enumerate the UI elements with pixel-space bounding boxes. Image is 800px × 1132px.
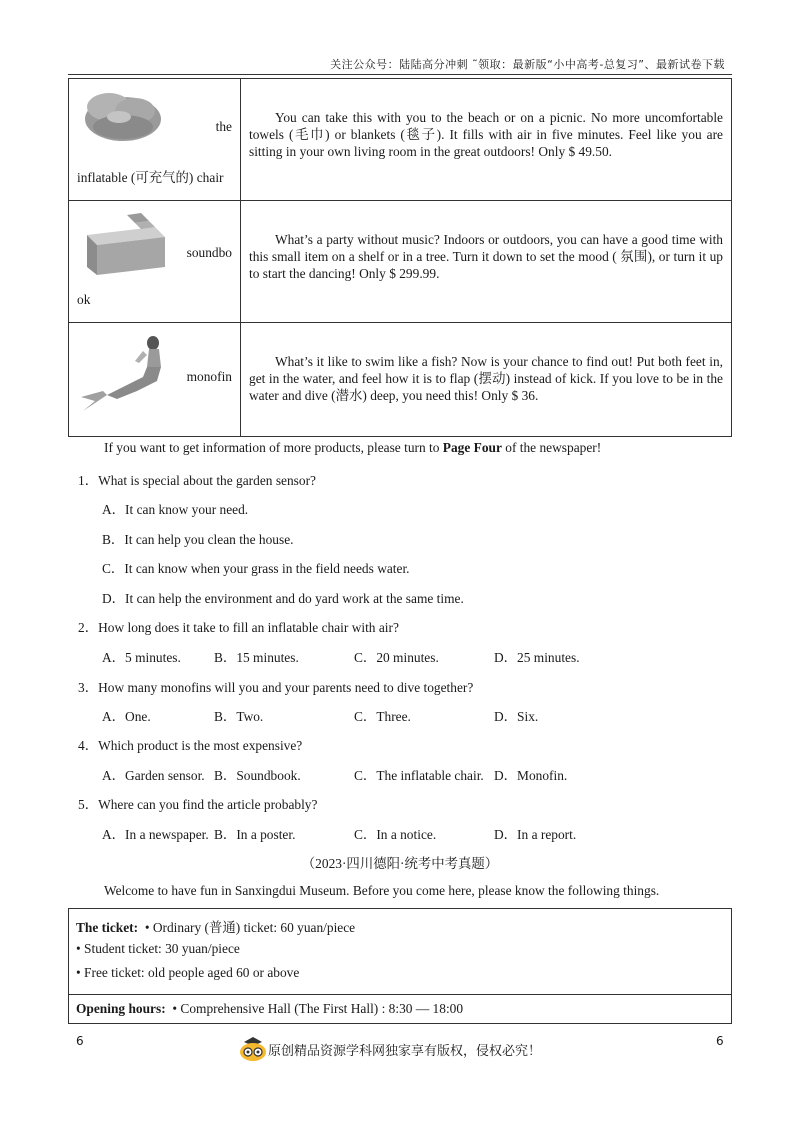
- products-table: [68, 78, 732, 437]
- page-number-right: 6: [716, 1034, 724, 1048]
- product-name-cont: ok: [77, 292, 91, 307]
- product-name: monofin: [186, 369, 232, 384]
- product-description-cell: [241, 79, 732, 201]
- inflatable-chair-image: [79, 87, 167, 145]
- product-name: the: [215, 119, 232, 134]
- product-image-cell: [69, 201, 241, 323]
- option-3a[interactable]: A．One.: [102, 709, 151, 724]
- note-text-end: of the newspaper!: [501, 440, 602, 455]
- question-1: 1．What is special about the garden sensor?: [78, 473, 316, 488]
- option-4a[interactable]: A．Garden sensor.: [102, 768, 205, 783]
- hall-hours: • Comprehensive Hall (The First Hall) : 8:30 — 18:00: [172, 1001, 464, 1016]
- option-4c[interactable]: C．The inflatable chair.: [354, 768, 484, 783]
- product-description: What’s it like to swim like a fish? Now is your chance to find out! Put both feet in, get in the water, and feel how it is to flap (摆动) instead of kick. If you love to be in the water and dive (潜水) deep, you need this! Only $ 36.: [249, 354, 723, 403]
- question-5: 5．Where can you find the article probably?: [78, 797, 318, 812]
- option-3b[interactable]: B．Two.: [214, 709, 264, 724]
- more-products-note: [104, 440, 768, 456]
- page-four-label: Page Four: [442, 440, 502, 455]
- question-2: 2．How long does it take to fill an inflatable chair with air?: [78, 620, 399, 635]
- product-row-soundbook: [69, 201, 732, 323]
- header-divider: [68, 74, 732, 75]
- product-name-cont: inflatable (可充气的) chair: [77, 170, 224, 185]
- option-2b[interactable]: B．15 minutes.: [214, 650, 299, 665]
- option-1d[interactable]: D．It can help the environment and do yard work at the same time.: [102, 591, 464, 606]
- page-number-left: 6: [76, 1034, 84, 1048]
- museum-info-box: [68, 908, 732, 1024]
- product-description-cell: [241, 201, 732, 323]
- product-row-monofin: [69, 323, 732, 437]
- soundbook-image: [77, 211, 173, 281]
- option-1c[interactable]: C．It can know when your grass in the field needs water.: [102, 561, 410, 576]
- product-row-chair: [69, 79, 732, 201]
- product-name: soundbo: [186, 245, 232, 260]
- museum-intro: Welcome to have fun in Sanxingdui Museum. Before you come here, please know the following things.: [104, 883, 660, 898]
- hours-label: Opening hours:: [76, 1001, 166, 1016]
- question-4: 4．Which product is the most expensive?: [78, 738, 303, 753]
- option-3c[interactable]: C．Three.: [354, 709, 411, 724]
- page-header: 关注公众号：陆陆高分冲刺 ˜领取：最新版“小中高考-总复习”、最新试卷下载: [330, 58, 725, 71]
- monofin-mermaid-image: [77, 331, 173, 415]
- option-4d[interactable]: D．Monofin.: [494, 768, 568, 783]
- free-ticket: • Free ticket: old people aged 60 or above: [76, 965, 300, 980]
- option-3d[interactable]: D．Six.: [494, 709, 539, 724]
- option-4b[interactable]: B．Soundbook.: [214, 768, 301, 783]
- copyright-text: 原创精品资源学科网独家享有版权，侵权必究！: [268, 1043, 542, 1059]
- source-note: （2023·四川德阳·统考中考真题）: [301, 856, 499, 871]
- option-5b[interactable]: B．In a poster.: [214, 827, 296, 842]
- product-description: What’s a party without music? Indoors or outdoors, you can have a good time with this small item on a shelf or in a tree. Turn it down to set the mood ( 氛围), or turn it up to start the dancing! Only $ 299.99.: [249, 232, 723, 281]
- option-2c[interactable]: C．20 minutes.: [354, 650, 439, 665]
- note-text: If you want to get information of more products, please turn to: [104, 440, 443, 455]
- product-description: You can take this with you to the beach or on a picnic. No more uncomfortable towels (毛巾) or blankets (毯子). It fills with air in five minutes. Feel like you are sitting in your own living room in the great outdoors! Only $ 49.50.: [249, 110, 723, 159]
- student-ticket: • Student ticket: 30 yuan/piece: [76, 941, 240, 956]
- owl-logo-icon: [238, 1036, 268, 1062]
- option-5c[interactable]: C．In a notice.: [354, 827, 437, 842]
- hours-row: [76, 1001, 463, 1017]
- product-description-cell: [241, 323, 732, 437]
- option-1a[interactable]: A．It can know your need.: [102, 502, 249, 517]
- footer: [238, 1036, 541, 1062]
- option-2a[interactable]: A．5 minutes.: [102, 650, 181, 665]
- question-3: 3．How many monofins will you and your parents need to dive together?: [78, 680, 474, 695]
- option-5a[interactable]: A．In a newspaper.: [102, 827, 209, 842]
- ordinary-ticket: • Ordinary (普通) ticket: 60 yuan/piece: [144, 920, 356, 935]
- option-5d[interactable]: D．In a report.: [494, 827, 577, 842]
- product-image-cell: [69, 323, 241, 437]
- ticket-label: The ticket:: [76, 920, 139, 935]
- option-1b[interactable]: B．It can help you clean the house.: [102, 532, 294, 547]
- product-image-cell: [69, 79, 241, 201]
- info-divider: [69, 994, 731, 995]
- ticket-row: [76, 917, 355, 936]
- option-2d[interactable]: D．25 minutes.: [494, 650, 580, 665]
